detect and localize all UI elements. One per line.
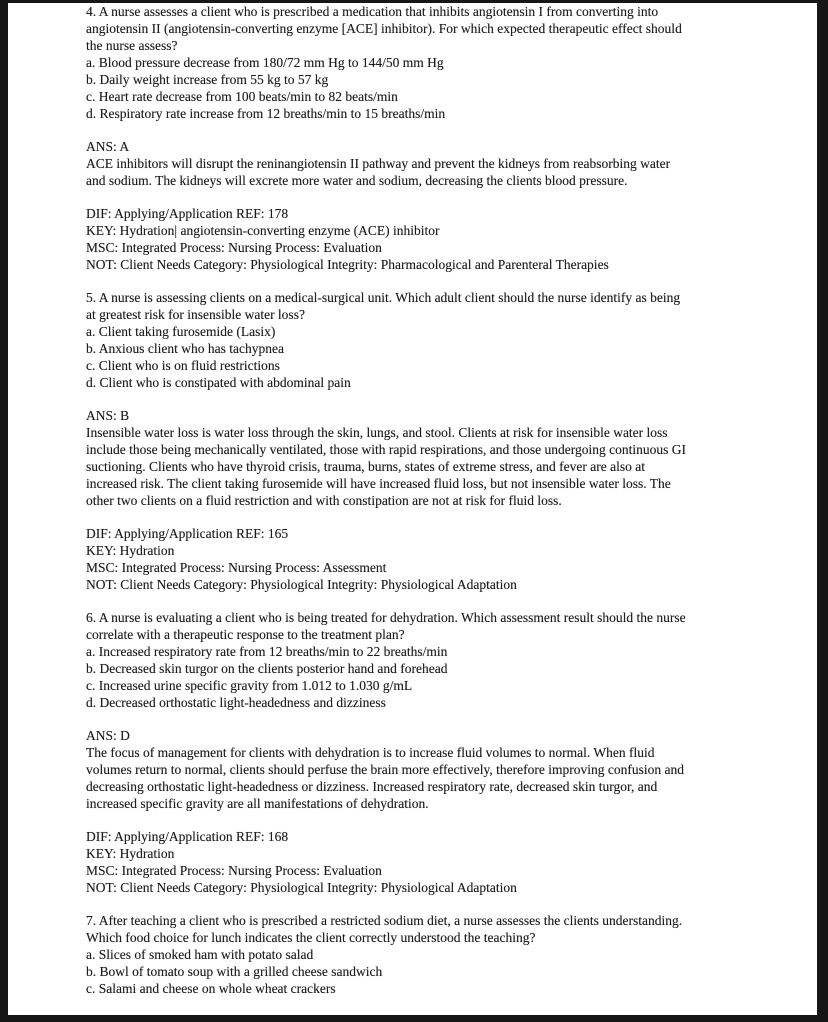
meta-line: KEY: Hydration xyxy=(86,543,175,558)
answer-option-line: c. Client who is on fluid restrictions xyxy=(86,358,280,373)
rationale-line: decreasing orthostatic light-headedness or dizziness. Increased respiratory rate, decreased skin turgor, and xyxy=(86,779,658,794)
rationale-line: and sodium. The kidneys will excrete more water and sodium, decreasing the clients blood pressure. xyxy=(86,173,628,188)
meta-line: KEY: Hydration xyxy=(86,846,175,861)
meta-line: KEY: Hydration| angiotensin-converting enzyme (ACE) inhibitor xyxy=(86,223,440,238)
meta-line: MSC: Integrated Process: Nursing Process: Assessment xyxy=(86,560,387,575)
question-stem-line: the nurse assess? xyxy=(86,38,178,53)
document-content xyxy=(86,3,746,1013)
answer-option-line: a. Increased respiratory rate from 12 breaths/min to 22 breaths/min xyxy=(86,644,448,659)
answer-option-line: b. Anxious client who has tachypnea xyxy=(86,341,284,356)
page-border-right xyxy=(817,0,828,1022)
answer-option-line: b. Bowl of tomato soup with a grilled cheese sandwich xyxy=(86,964,383,979)
rationale-line: other two clients on a fluid restriction and with constipation are not at risk for fluid loss. xyxy=(86,493,562,508)
meta-block xyxy=(86,828,746,896)
question-stem-line: 5. A nurse is assessing clients on a medical-surgical unit. Which adult client should the nurse identify as being xyxy=(86,290,681,305)
answer-block xyxy=(86,407,746,509)
rationale-line: increased specific gravity are all manifestations of dehydration. xyxy=(86,796,429,811)
question-stem-line: Which food choice for lunch indicates the client correctly understood the teaching? xyxy=(86,930,536,945)
answer-option-line: a. Blood pressure decrease from 180/72 mm Hg to 144/50 mm Hg xyxy=(86,55,444,70)
page-border-bottom xyxy=(0,1015,828,1022)
rationale-line: suctioning. Clients who have thyroid crisis, trauma, burns, states of extreme stress, and fever are also at xyxy=(86,459,645,474)
rationale-line: Insensible water loss is water loss through the skin, lungs, and stool. Clients at risk for insensible water loss xyxy=(86,425,668,440)
rationale-line: volumes return to normal, clients should perfuse the brain more effectively, therefore improving confusion and xyxy=(86,762,684,777)
answer-option-line: a. Client taking furosemide (Lasix) xyxy=(86,324,276,339)
meta-line: DIF: Applying/Application REF: 168 xyxy=(86,829,289,844)
question-block xyxy=(86,912,746,997)
question-block xyxy=(86,609,746,711)
answer-label: ANS: A xyxy=(86,139,130,154)
answer-option-line: b. Daily weight increase from 55 kg to 57 kg xyxy=(86,72,329,87)
meta-line: MSC: Integrated Process: Nursing Process: Evaluation xyxy=(86,863,382,878)
question-stem-line: angiotensin II (angiotensin-converting enzyme [ACE] inhibitor). For which expected therapeutic effect should xyxy=(86,21,682,36)
meta-line: DIF: Applying/Application REF: 165 xyxy=(86,526,289,541)
answer-option-line: d. Client who is constipated with abdominal pain xyxy=(86,375,351,390)
question-stem-line: at greatest risk for insensible water loss? xyxy=(86,307,305,322)
question-block xyxy=(86,289,746,391)
answer-block xyxy=(86,138,746,189)
page-border-top xyxy=(0,0,828,3)
question-stem-line: 7. After teaching a client who is prescribed a restricted sodium diet, a nurse assesses the clients understanding. xyxy=(86,913,683,928)
rationale-line: increased risk. The client taking furosemide will have increased fluid loss, but not insensible water loss. The xyxy=(86,476,671,491)
question-stem-line: 4. A nurse assesses a client who is prescribed a medication that inhibits angiotensin I from converting into xyxy=(86,4,659,19)
meta-line: NOT: Client Needs Category: Physiological Integrity: Physiological Adaptation xyxy=(86,577,517,592)
question-stem-line: correlate with a therapeutic response to the treatment plan? xyxy=(86,627,405,642)
rationale-line: The focus of management for clients with dehydration is to increase fluid volumes to normal. When fluid xyxy=(86,745,655,760)
page-border-left xyxy=(0,0,8,1022)
meta-line: DIF: Applying/Application REF: 178 xyxy=(86,206,289,221)
meta-line: NOT: Client Needs Category: Physiological Integrity: Pharmacological and Parenteral Therapies xyxy=(86,257,609,272)
answer-option-line: d. Respiratory rate increase from 12 breaths/min to 15 breaths/min xyxy=(86,106,446,121)
meta-block xyxy=(86,525,746,593)
answer-label: ANS: D xyxy=(86,728,130,743)
answer-label: ANS: B xyxy=(86,408,130,423)
answer-option-line: b. Decreased skin turgor on the clients posterior hand and forehead xyxy=(86,661,448,676)
answer-option-line: c. Increased urine specific gravity from 1.012 to 1.030 g/mL xyxy=(86,678,413,693)
rationale-line: ACE inhibitors will disrupt the reninangiotensin II pathway and prevent the kidneys from reabsorbing water xyxy=(86,156,671,171)
question-stem-line: 6. A nurse is evaluating a client who is being treated for dehydration. Which assessment result should the nurse xyxy=(86,610,686,625)
answer-block xyxy=(86,727,746,812)
answer-option-line: c. Salami and cheese on whole wheat crackers xyxy=(86,981,336,996)
meta-line: MSC: Integrated Process: Nursing Process: Evaluation xyxy=(86,240,382,255)
question-block xyxy=(86,3,746,122)
rationale-line: include those being mechanically ventilated, those with rapid respirations, and those undergoing continuous GI xyxy=(86,442,686,457)
meta-block xyxy=(86,205,746,273)
answer-option-line: c. Heart rate decrease from 100 beats/min to 82 beats/min xyxy=(86,89,398,104)
meta-line: NOT: Client Needs Category: Physiological Integrity: Physiological Adaptation xyxy=(86,880,517,895)
answer-option-line: a. Slices of smoked ham with potato salad xyxy=(86,947,314,962)
answer-option-line: d. Decreased orthostatic light-headedness and dizziness xyxy=(86,695,386,710)
